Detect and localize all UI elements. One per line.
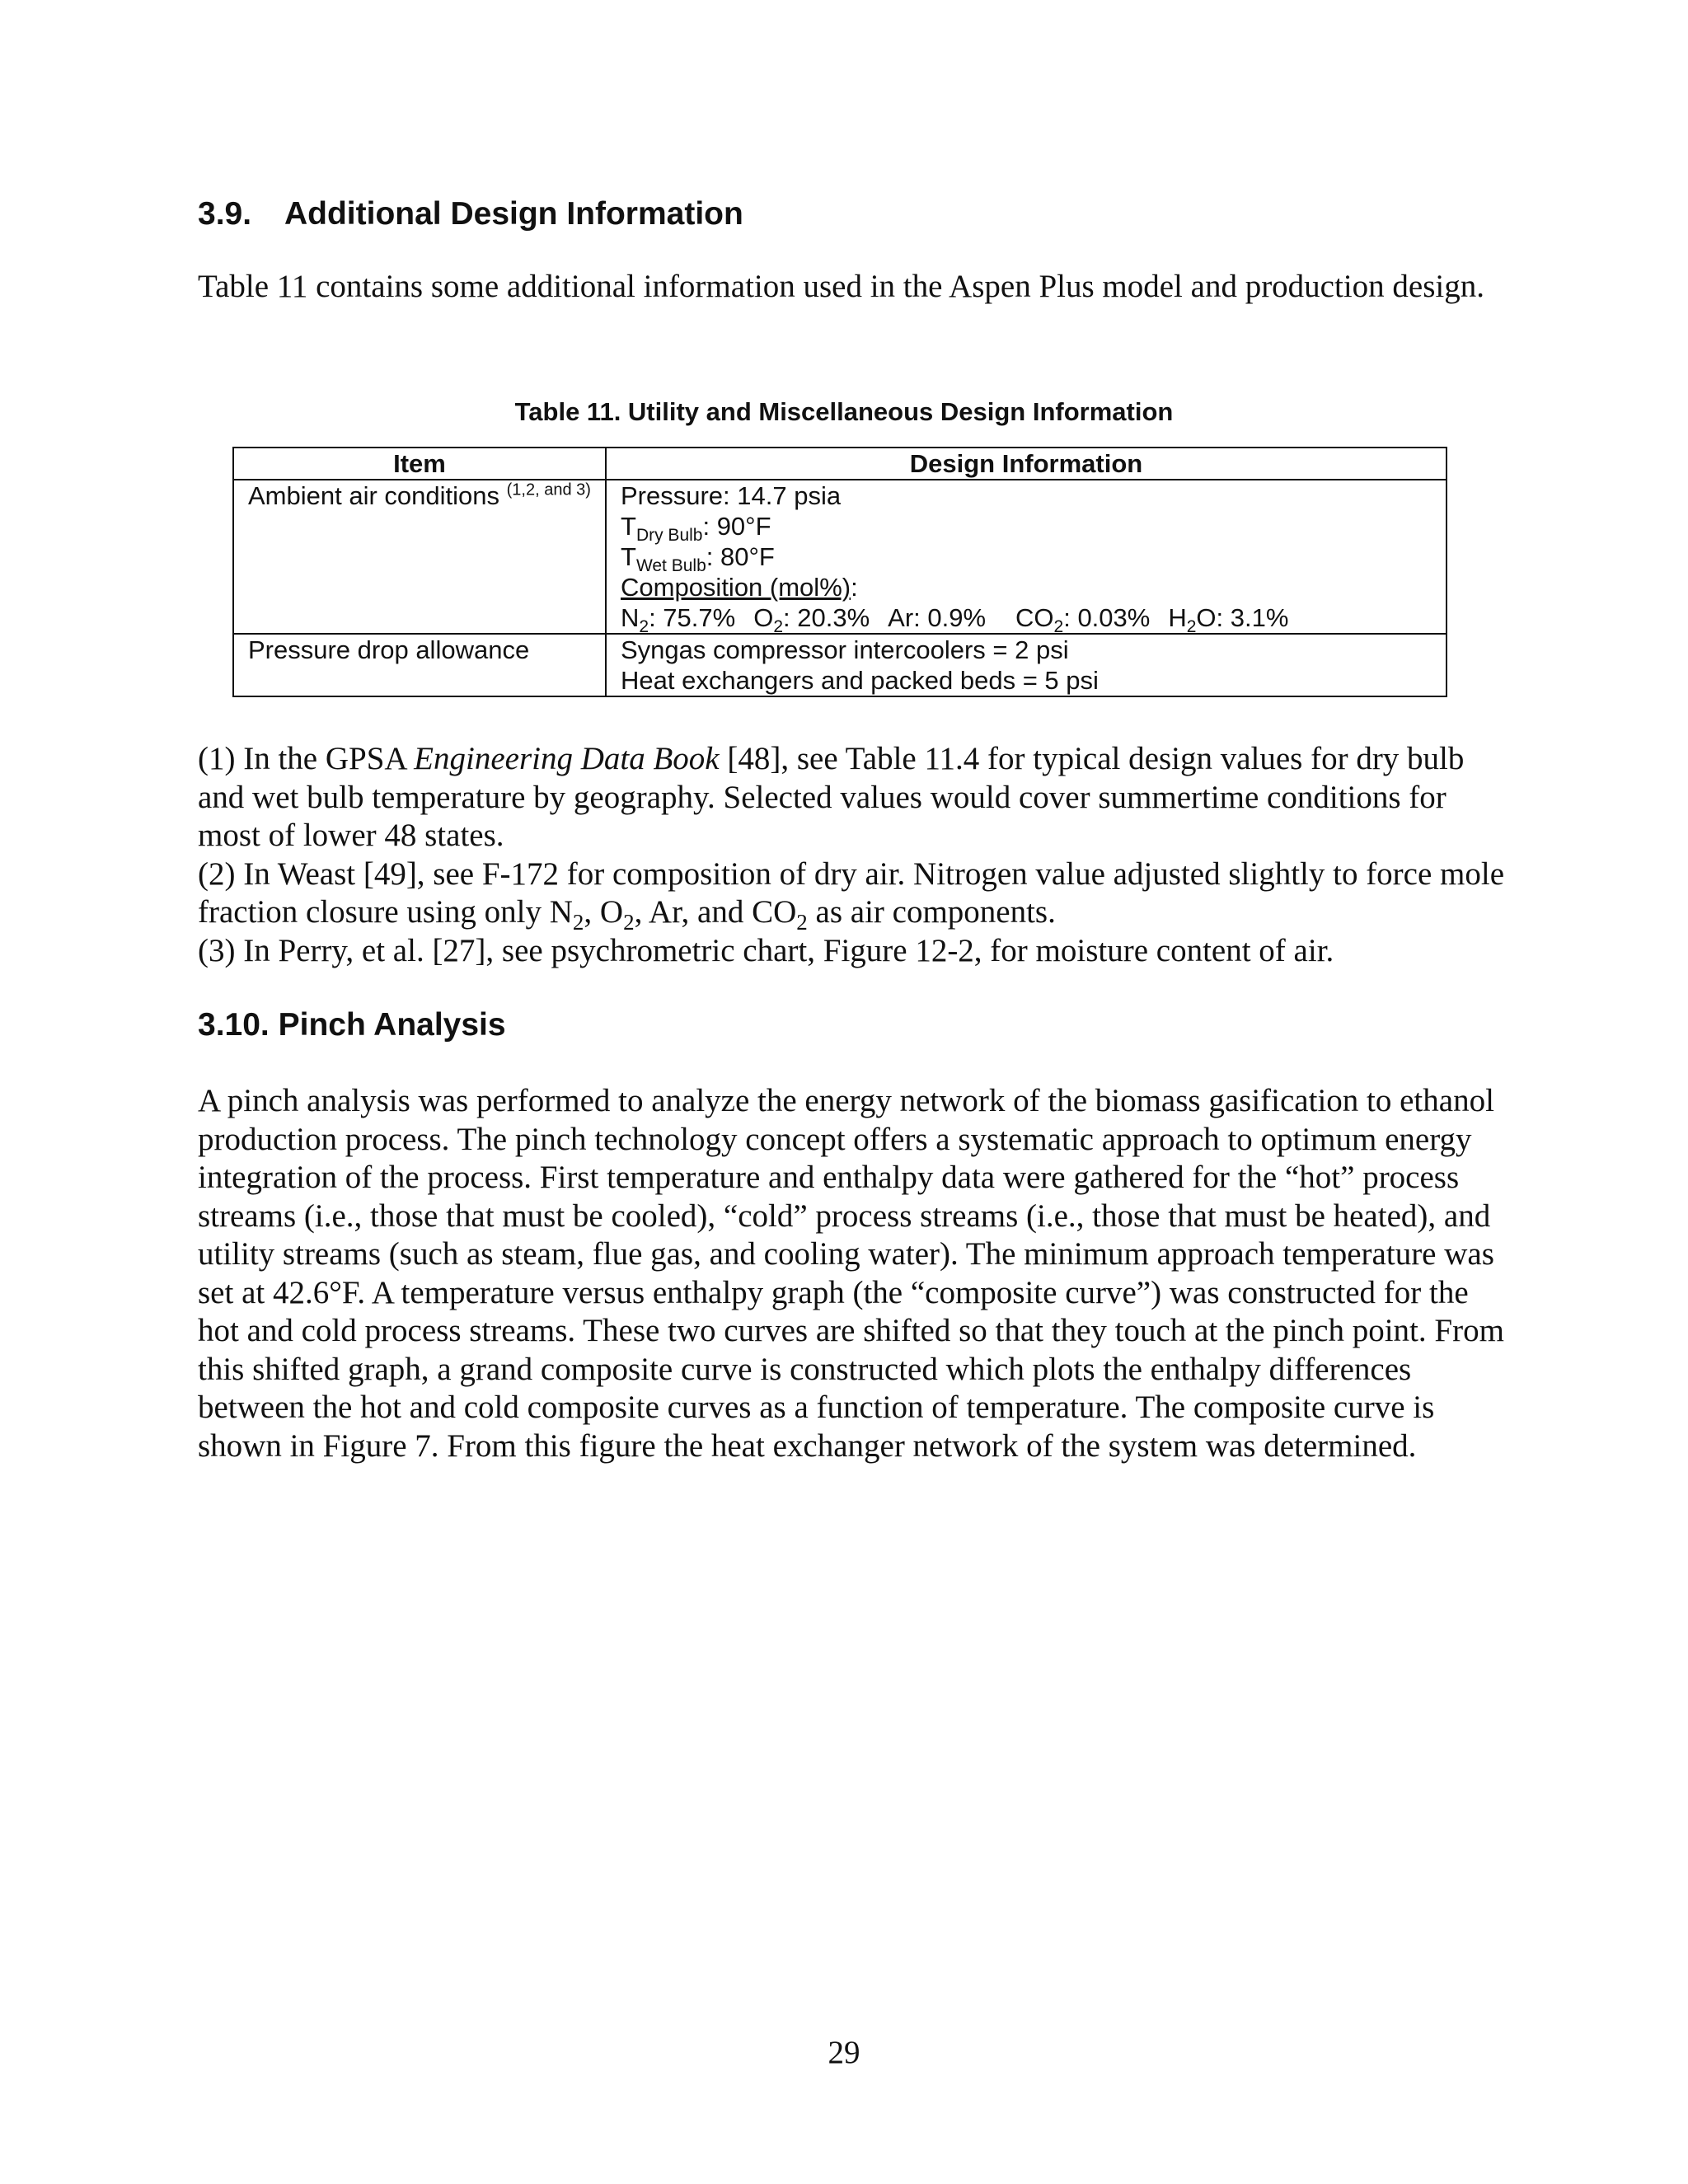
item-label: Ambient air conditions (248, 481, 499, 510)
section-title: Pinch Analysis (278, 1007, 506, 1043)
component-sub: 2 (1186, 617, 1197, 637)
component-o2 (753, 603, 870, 637)
component-sub: 2 (639, 617, 649, 637)
note-1 (198, 740, 1517, 855)
component-suffix: O (1196, 603, 1217, 632)
t-symbol: T (621, 512, 636, 541)
section-number: 3.10. (198, 1007, 270, 1043)
component-h2o (1168, 603, 1289, 637)
cell-design-pressure-drop (606, 634, 1447, 696)
note-2-mid: , O (584, 894, 624, 930)
table-caption: Table 11. Utility and Miscellaneous Design Information (514, 397, 1174, 426)
composition-colon: : (851, 573, 858, 602)
component-symbol: O (753, 603, 774, 632)
component-symbol: Ar (888, 603, 914, 632)
t-value: : 90°F (702, 512, 771, 541)
component-co2 (1015, 603, 1151, 637)
t-subscript: Wet Bulb (635, 556, 706, 576)
note-2-end: as air components. (807, 894, 1056, 930)
note-2-sub: 2 (796, 909, 808, 935)
note-2-sub: 2 (623, 909, 635, 935)
component-symbol: CO (1015, 603, 1054, 632)
cell-item-pressure-drop: Pressure drop allowance (233, 634, 606, 696)
header-item: Item (233, 448, 606, 480)
component-ar (888, 603, 986, 632)
table-header-row (233, 448, 1447, 480)
cell-item-ambient (233, 480, 606, 634)
note-3: (3) In Perry, et al. [27], see psychrometric chart, Figure 12-2, for moisture content of air. (198, 932, 1334, 968)
note-2-sub: 2 (572, 909, 584, 935)
t-symbol: T (621, 542, 636, 571)
page-number: 29 (828, 2035, 860, 2070)
component-sub: 2 (1053, 617, 1064, 637)
component-value: : 75.7% (649, 603, 736, 632)
component-value: : 20.3% (783, 603, 870, 632)
note-2-mid: , Ar, and CO (634, 894, 797, 930)
cell-design-ambient (606, 480, 1447, 637)
intro-paragraph: Table 11 contains some additional information used in the Aspen Plus model and production design. (198, 269, 1484, 304)
t-value: : 80°F (706, 542, 775, 571)
component-value: : 0.03% (1063, 603, 1151, 632)
pinch-analysis-paragraph: A pinch analysis was performed to analyze the energy network of the biomass gasification to ethanol production process. The pinch technology concept offers a systematic approach to optimum energy integration of the process. First temperature and enthalpy data were gathered for the “hot” process streams (i.e., those that must be cooled), “cold” process streams (i.e., those that must be heated), and utility streams (such as steam, flue gas, and cooling water). The minimum approach temperature was set at 42.6°F. A temperature versus enthalpy graph (the “composite curve”) was constructed for the hot and cold process streams. These two curves are shifted so that they touch at the pinch point. From this shifted graph, a grand composite curve is constructed which plots the enthalpy differences between the hot and cold composite curves as a function of temperature. The composite curve is shown in Figure 7. From this figure the heat exchanger network of the system was determined. (198, 1083, 1504, 1464)
component-n2 (621, 603, 736, 637)
section-heading-3-9 (198, 196, 743, 232)
table-row (233, 634, 1447, 696)
t-subscript: Dry Bulb (635, 526, 703, 546)
table-row (233, 480, 1447, 634)
table-notes (198, 740, 1517, 970)
note-2 (198, 855, 1517, 935)
wet-bulb-line (621, 541, 1432, 576)
composition-label: Composition (mol%) (621, 573, 851, 602)
component-symbol: H (1168, 603, 1187, 632)
component-value: : 3.1% (1216, 603, 1289, 632)
pressure-line: Pressure: 14.7 psia (621, 481, 842, 510)
section-title: Additional Design Information (284, 196, 743, 232)
section-number: 3.9. (198, 196, 252, 232)
note-2-prefix: (2) In Weast [49], see F-172 for composition of dry air. Nitrogen value adjusted slightly to force mole fraction closure using only N (198, 855, 1505, 930)
component-value: : 0.9% (913, 603, 987, 632)
pressure-drop-line: Syngas compressor intercoolers = 2 psi (621, 635, 1069, 664)
component-sub: 2 (773, 617, 784, 637)
section-heading-3-10 (198, 1007, 506, 1043)
design-info-table (232, 447, 1447, 697)
header-design-information: Design Information (606, 448, 1447, 480)
component-symbol: N (621, 603, 640, 632)
pressure-drop-line: Heat exchangers and packed beds = 5 psi (621, 666, 1099, 695)
composition-values-line (621, 602, 1432, 637)
item-footnote-ref: (1,2, and 3) (506, 480, 591, 499)
dry-bulb-line (621, 511, 1432, 546)
note-1-rest: [48], see Table 11.4 for typical design values for dry bulb and wet bulb temperature by geography. Selected values would cover summertime conditions for most of lower 48 states. (198, 741, 1465, 853)
composition-label-line (621, 572, 1432, 602)
note-1-book-title: Engineering Data Book (414, 741, 720, 776)
note-1-prefix: (1) In the GPSA (198, 741, 415, 776)
